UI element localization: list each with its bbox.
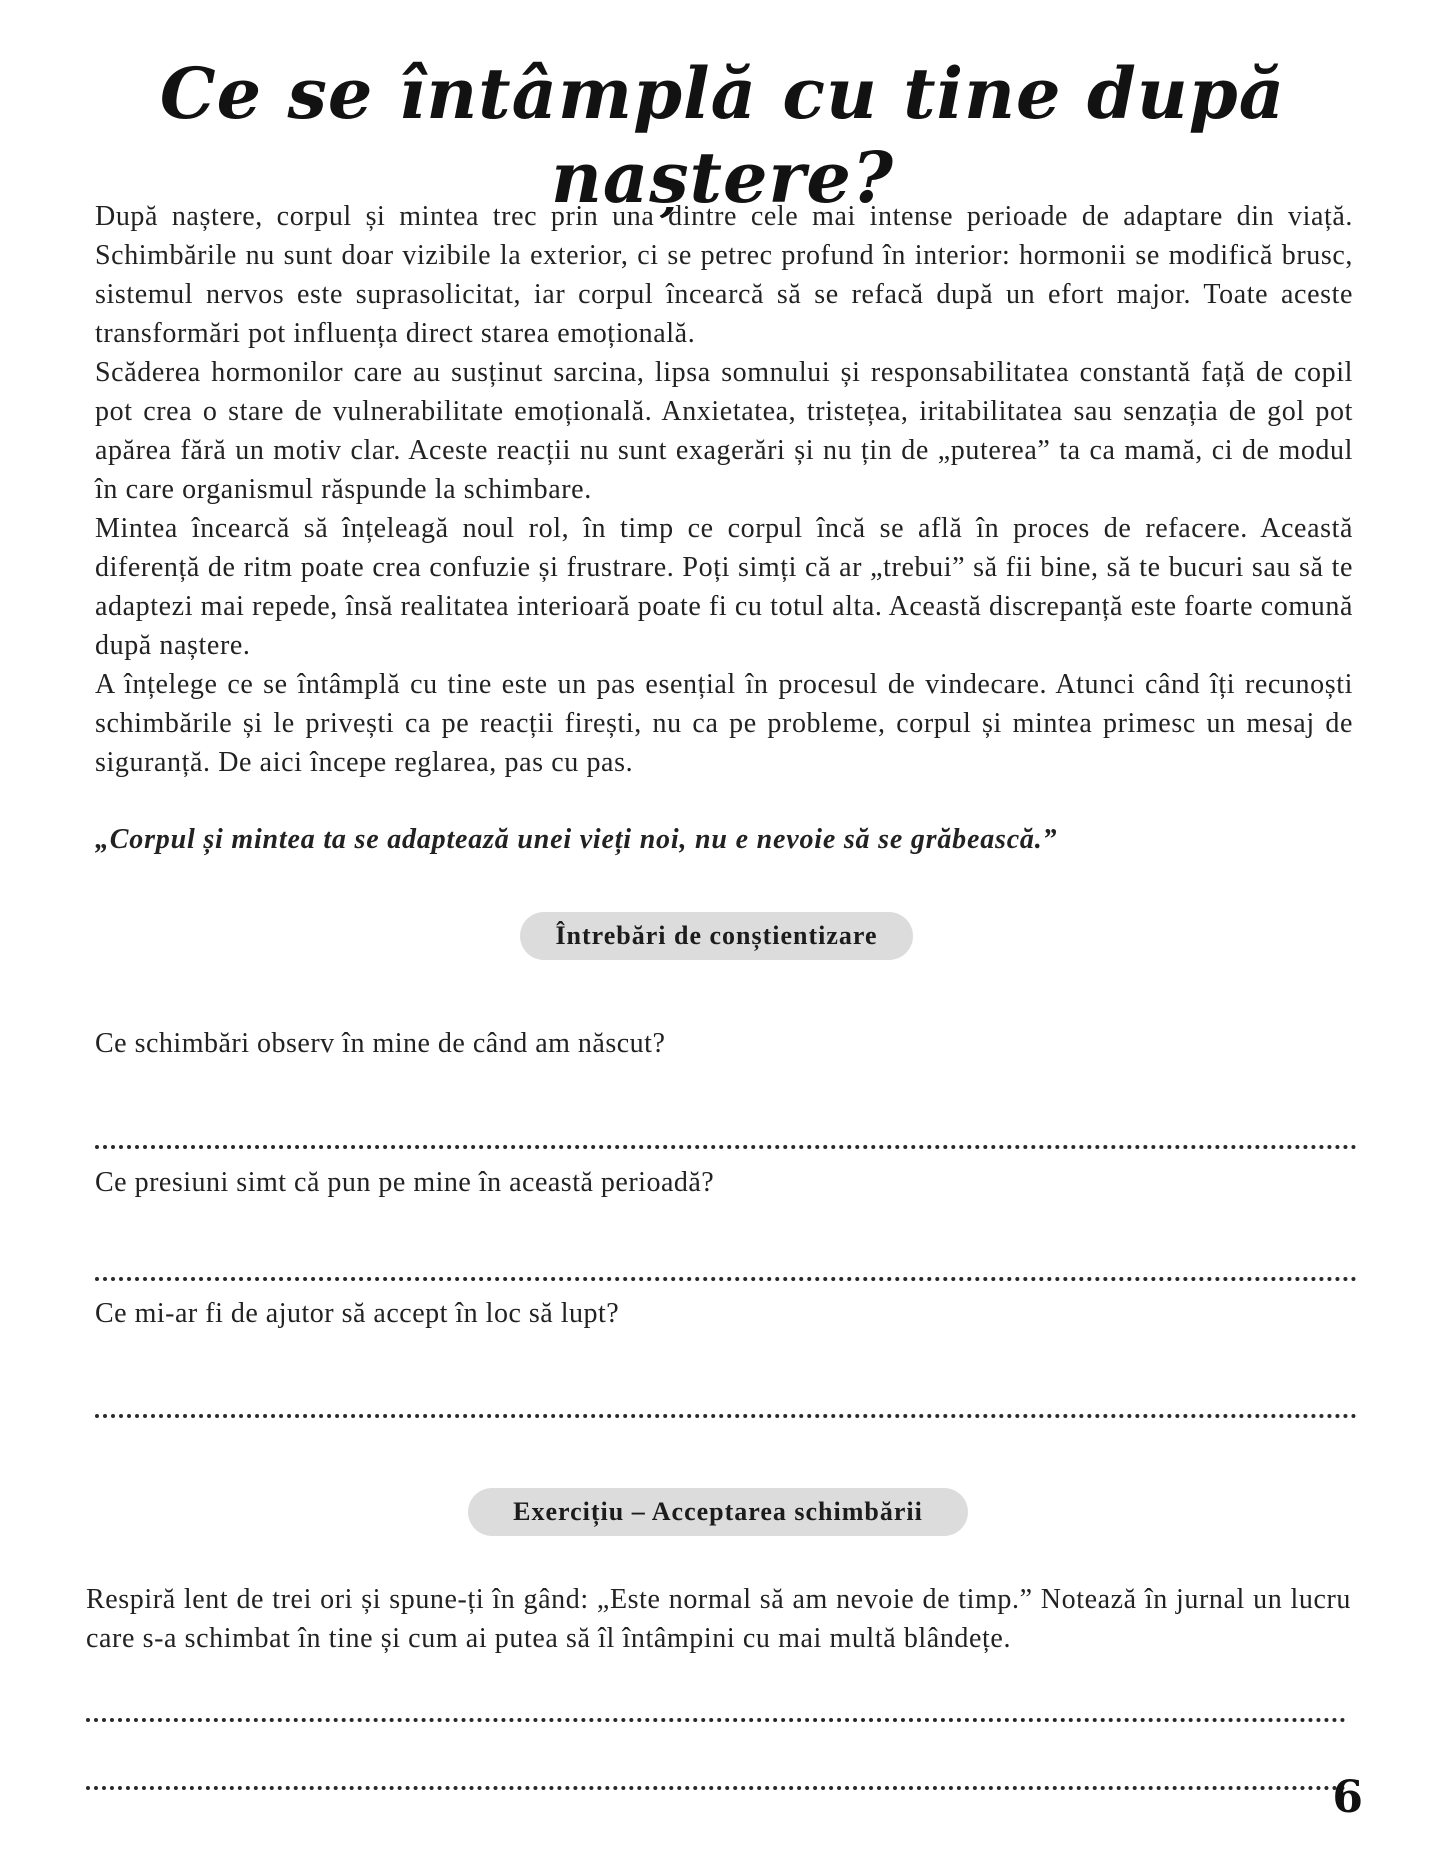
page-number: 6: [1332, 1772, 1363, 1823]
exercise-answer-line-2[interactable]: [86, 1786, 1346, 1790]
question-2: Ce presiuni simt că pun pe mine în această perioadă?: [95, 1167, 715, 1198]
answer-line-2[interactable]: [95, 1277, 1357, 1281]
exercise-heading: Exercițiu – Acceptarea schimbării: [468, 1488, 968, 1536]
paragraph: Scăderea hormonilor care au susținut sarcina, lipsa somnului și responsabilitatea constantă față de copil pot crea o stare de vulnerabilitate emoțională. Anxietatea, tristețea, iritabilitatea sau senzația de gol pot apărea fără un motiv clar. Aceste reacții nu sunt exagerări și nu țin de „puterea” ta ca mamă, ci de modul în care organismul răspunde la schimbare.: [95, 357, 1353, 505]
highlight-quote: „Corpul și mintea ta se adaptează unei vieți noi, nu e nevoie să se grăbească.”: [95, 824, 1058, 855]
paragraph: A înțelege ce se întâmplă cu tine este un pas esențial în procesul de vindecare. Atunci când îți recunoști schimbările și le privești ca pe reacții firești, nu ca pe probleme, corpul și mintea primesc un mesaj de siguranță. De aici începe reglarea, pas cu pas.: [95, 669, 1353, 778]
exercise-instructions: Respiră lent de trei ori și spune-ți în gând: „Este normal să am nevoie de timp.” Notează în jurnal un lucru care s-a schimbat în tine și cum ai putea să îl întâmpini cu mai multă blândețe.: [86, 1584, 1351, 1654]
intro-body: [95, 197, 1353, 782]
question-3: Ce mi-ar fi de ajutor să accept în loc să lupt?: [95, 1298, 620, 1329]
question-1: Ce schimbări observ în mine de când am născut?: [95, 1028, 666, 1059]
awareness-questions-heading: Întrebări de conștientizare: [520, 912, 913, 960]
answer-line-3[interactable]: [95, 1414, 1357, 1418]
page-title: Ce se întâmplă cu tine după naștere?: [159, 52, 1286, 219]
answer-line-1[interactable]: [95, 1145, 1357, 1149]
exercise-answer-line-1[interactable]: [86, 1718, 1346, 1722]
paragraph: După naștere, corpul și mintea trec prin una dintre cele mai intense perioade de adaptare din viață. Schimbările nu sunt doar vizibile la exterior, ci se petrec profund în interior: hormonii se modifică brusc, sistemul nervos este suprasolicitat, iar corpul încearcă să se refacă după un efort major. Toate aceste transformări pot influența direct starea emoțională.: [95, 201, 1353, 349]
paragraph: Mintea încearcă să înțeleagă noul rol, în timp ce corpul încă se află în proces de refacere. Această diferență de ritm poate crea confuzie și frustrare. Poți simți că ar „trebui” să fii bine, să te bucuri sau să te adaptezi mai repede, însă realitatea interioară poate fi cu totul alta. Această discrepanță este foarte comună după naștere.: [95, 513, 1353, 661]
